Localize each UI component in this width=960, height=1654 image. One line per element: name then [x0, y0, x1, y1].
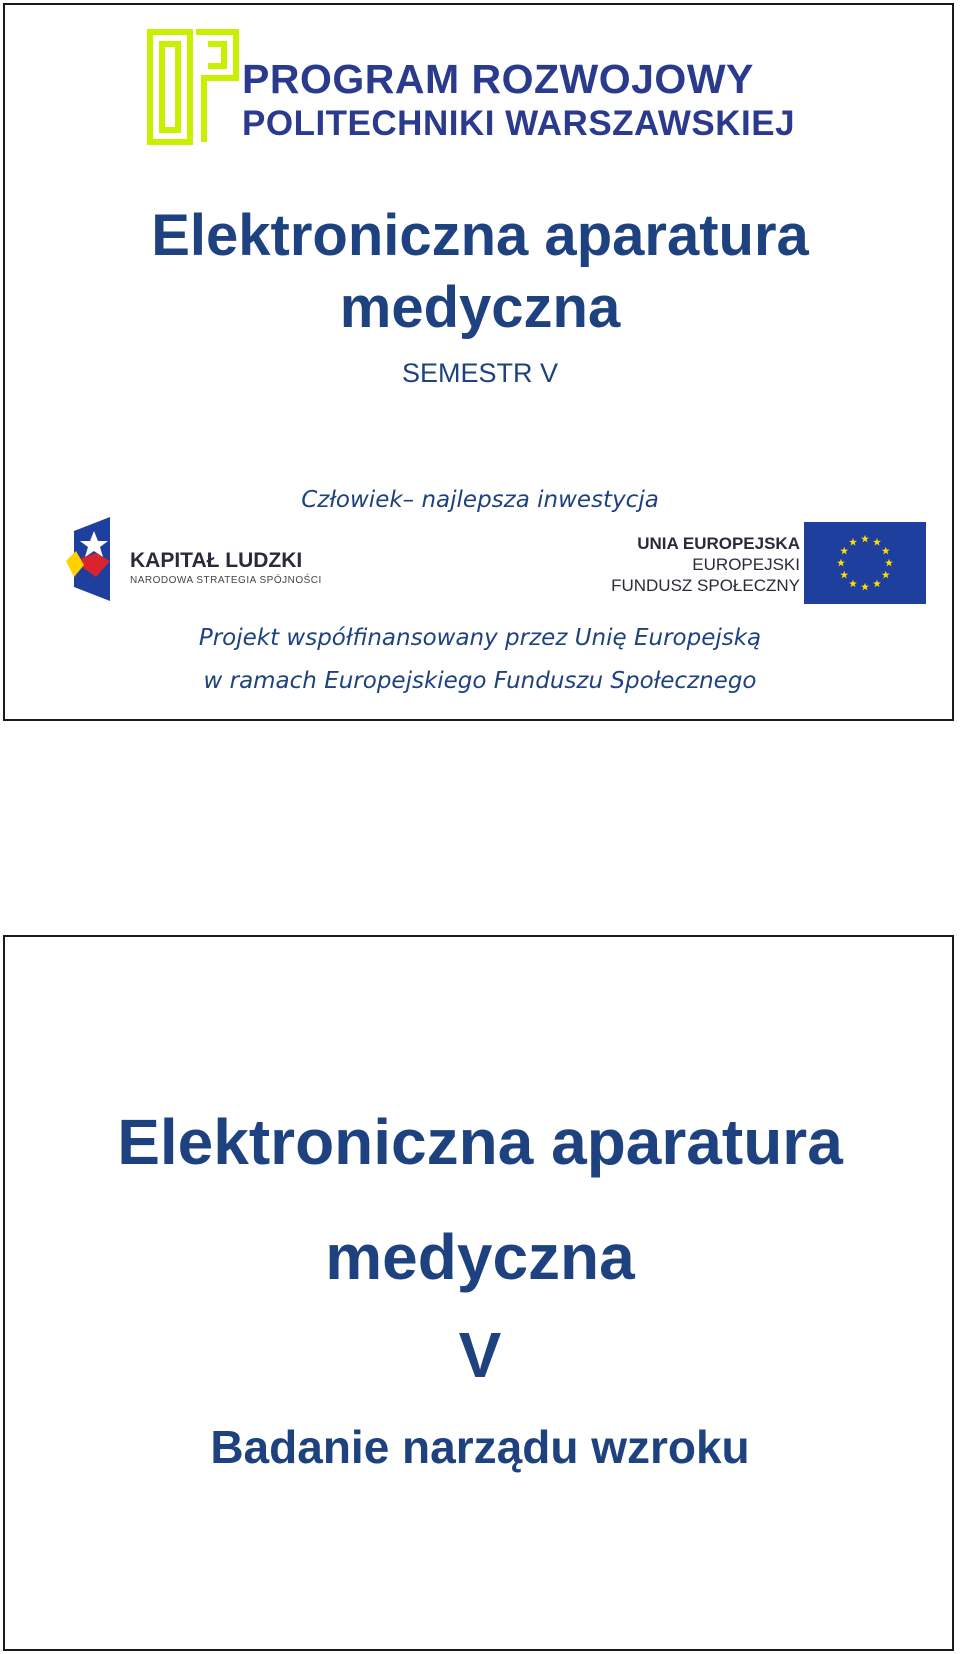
slide1-title-line-2: medyczna — [339, 275, 621, 340]
semester-label: SEMESTR V — [401, 358, 559, 388]
eu-star-icon — [849, 580, 857, 588]
eu-line-2: EUROPEJSKI — [692, 555, 800, 574]
eu-star-icon — [873, 538, 881, 546]
pw-logo-mark-icon — [146, 28, 241, 148]
cofinance-line-2: w ramach Europejskiego Funduszu Społecznego — [203, 668, 757, 694]
eu-star-icon — [885, 559, 893, 567]
eu-star-icon — [861, 535, 869, 543]
logo-line-2: POLITECHNIKI WARSZAWSKIEJ — [242, 104, 796, 143]
logo-line-1: PROGRAM ROZWOJOWY — [242, 56, 754, 102]
eu-line-1: UNIA EUROPEJSKA — [637, 534, 800, 553]
eu-flag-icon — [804, 522, 926, 604]
eu-line-3: FUNDUSZ SPOŁECZNY — [611, 576, 800, 595]
slide1-title-line-1: Elektroniczna aparatura — [151, 203, 809, 268]
eu-star-icon — [861, 583, 869, 591]
lecture-subtitle: Badanie narządu wzroku — [210, 1421, 750, 1473]
cofinance-note — [0, 617, 960, 703]
lecture-number: V — [458, 1319, 502, 1391]
slide2-title-line-2: medyczna — [325, 1221, 635, 1293]
slide2-title — [0, 1085, 960, 1315]
eu-star-icon — [882, 547, 890, 555]
program-rozwojowy-logo — [146, 20, 796, 150]
eu-star-icon — [873, 580, 881, 588]
kapital-ludzki-icon — [66, 517, 126, 601]
eu-star-icon — [840, 571, 848, 579]
cofinance-line-1: Projekt współfinansowany przez Unię Europejską — [198, 625, 762, 651]
motto: Człowiek– najlepsza inwestycja — [301, 487, 659, 513]
eu-star-icon — [882, 571, 890, 579]
eu-star-icon — [840, 547, 848, 555]
kapital-ludzki-title: KAPITAŁ LUDZKI — [130, 549, 303, 572]
eu-star-icon — [849, 538, 857, 546]
slide2-title-line-1: Elektroniczna aparatura — [117, 1106, 843, 1178]
efs-label — [611, 533, 800, 596]
slide1-title — [0, 200, 960, 344]
kapital-ludzki-logo — [66, 517, 322, 601]
eu-star-icon — [837, 559, 845, 567]
kapital-ludzki-subtitle: NARODOWA STRATEGIA SPÓJNOŚCI — [130, 575, 322, 586]
